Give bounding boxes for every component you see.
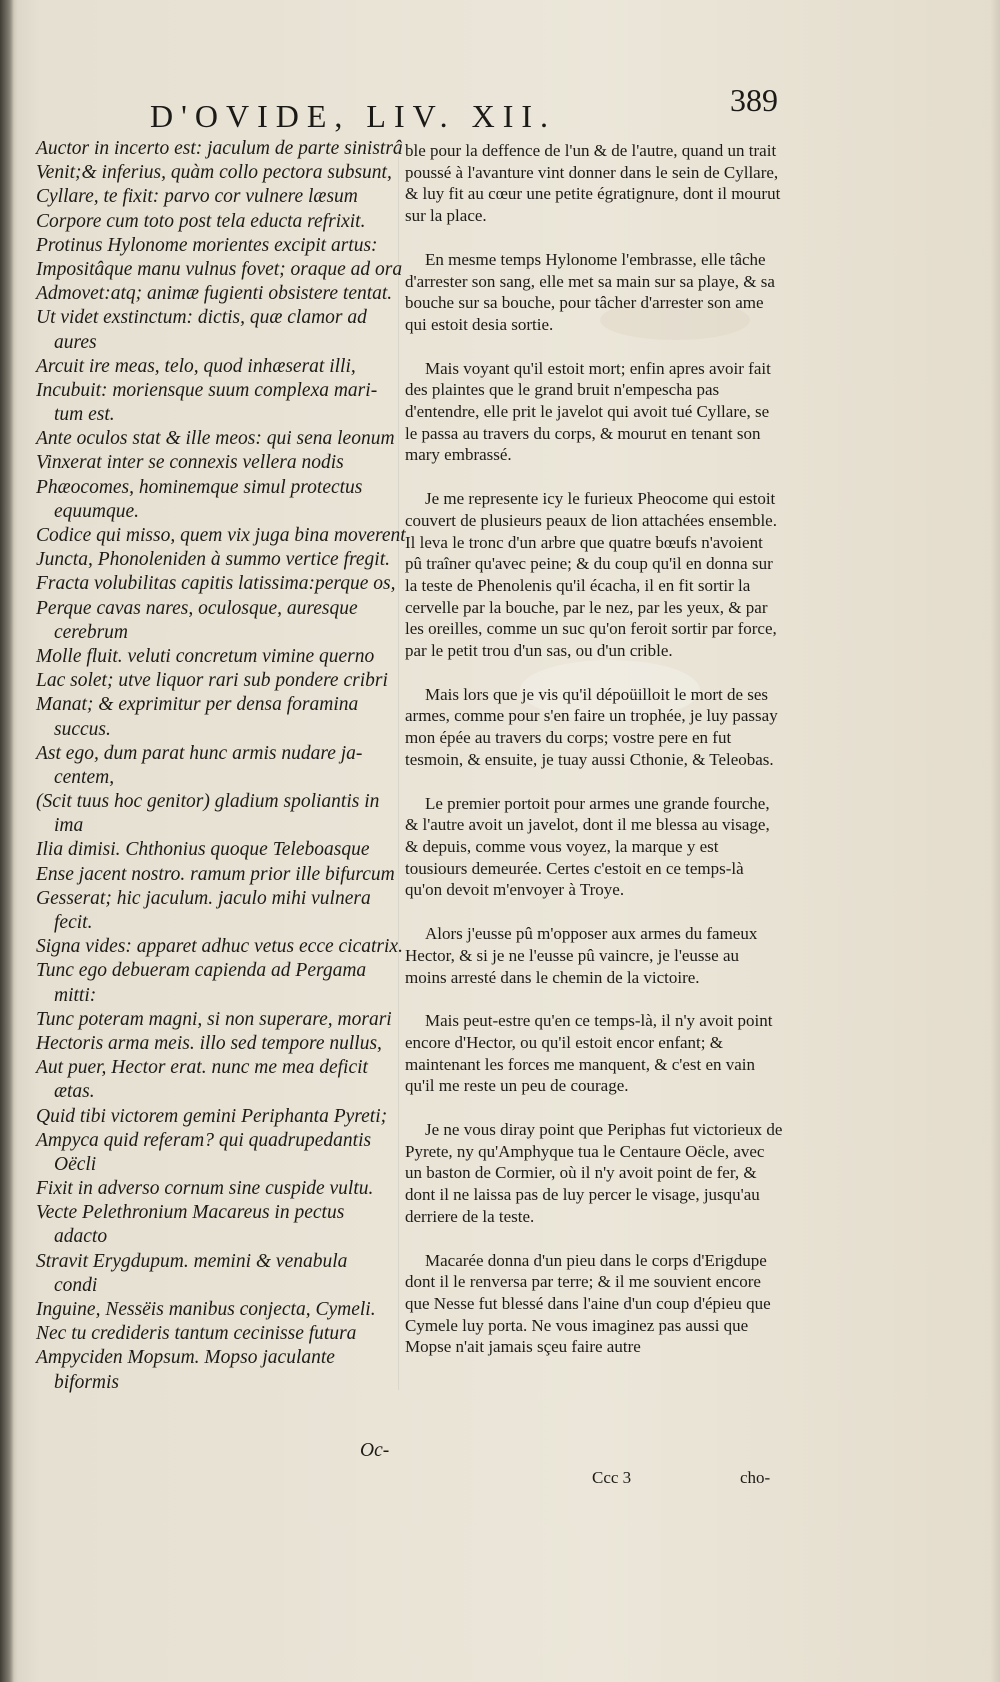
latin-verse-line: Oëcli: [54, 1153, 97, 1175]
french-paragraph: Alors j'eusse pû m'opposer aux armes du fameux Hector, & si je ne l'eusse pû vaincre, je l'eusse au moins arresté dans le chemin de la victoire.: [405, 924, 758, 987]
latin-verse-line: Ilia dimisi. Chthonius quoque Teleboasque: [36, 839, 370, 861]
latin-verse-line: mitti:: [54, 984, 97, 1006]
latin-verse-line: fecit.: [54, 912, 93, 933]
latin-verse-line: Arcuit ire meas, telo, quod inhæserat illi,: [36, 355, 356, 377]
french-paragraph: Mais peut-estre qu'en ce temps-là, il n'y avoit point encore d'Hector, ou qu'il estoit encor enfant; & maintenant les forces me manquent, & c'est en vain qu'il me reste un peu de courage.: [405, 1011, 773, 1096]
latin-verse-line: Venit;& inferius, quàm collo pectora subsunt,: [36, 162, 392, 184]
french-paragraph: Je me represente icy le furieux Pheocome qui estoit couvert de plusieurs peaux de lion attachées ensemble. Il leva le tronc d'un arbre que quatre bœufs n'avoient pû traîner qu'avec peine; & du coup qu'il en donna sur la teste de Phenolenis qu'il écacha, il en fit sortir la cervelle par la bouche, par le nez, par les yeux, & par les oreilles, comme un suc qu'on feroit sortir par force, par le petit trou d'un sas, ou d'un crible.: [405, 489, 777, 661]
latin-verse-line: Impositâque manu vulnus fovet; oraque ad ora: [36, 258, 403, 280]
latin-verse-line: Hectoris arma meis. illo sed tempore nullus,: [36, 1032, 382, 1054]
latin-verse-line: Protinus Hylonome morientes excipit artus:: [36, 234, 378, 256]
latin-verse-line: Lac solet; utve liquor rari sub pondere cribri: [36, 670, 388, 692]
latin-verse-line: succus.: [54, 718, 111, 740]
french-paragraph: Mais voyant qu'il estoit mort; enfin apres avoir fait des plaintes que le grand bruit n'empescha pas d'entendre, elle prit le javelot qui avoit tué Cyllare, se le passa au travers du corps, & mourut en tenant son mary embrassé.: [405, 358, 771, 465]
latin-verse-line: adacto: [54, 1226, 108, 1248]
latin-verse-line: Ast ego, dum parat hunc armis nudare ja-: [36, 742, 363, 764]
latin-verse-line: aures: [54, 331, 97, 353]
latin-verse-line: Perque cavas nares, oculosque, auresque: [36, 597, 358, 619]
latin-verse-line: Vinxerat inter se connexis vellera nodis: [36, 452, 344, 474]
latin-verse-line: Vecte Pelethronium Macareus in pectus: [36, 1202, 345, 1224]
signature-mark: Ccc 3: [592, 1468, 632, 1487]
latin-verse-line: centem,: [54, 766, 115, 788]
latin-verse-line: Cyllare, te fixit: parvo cor vulnere læsum: [36, 186, 358, 208]
latin-verse-line: (Scit tuus hoc genitor) gladium spoliantis in: [36, 791, 380, 813]
french-paragraph: ble pour la deffence de l'un & de l'autre, quand un trait poussé à l'avanture vint donner dans le sein de Cyllare, & luy fit au cœur une petite égratignure, dont il mourut sur la place.: [405, 141, 781, 226]
latin-verse-line: Aut puer, Hector erat. nunc me mea deficit: [36, 1057, 368, 1079]
french-paragraph: En mesme temps Hylonome l'embrasse, elle tâche d'arrester son sang, elle met sa main sur sa playe, & sa bouche sur sa bouche, pour tâcher d'arrester son ame qui estoit desia sortie.: [405, 249, 775, 334]
latin-verse-line: Molle fluit. veluti concretum vimine querno: [36, 645, 375, 667]
latin-catchword: Oc-: [360, 1440, 390, 1461]
latin-verse-line: Ampyciden Mopsum. Mopso jaculante: [36, 1347, 335, 1369]
running-title: D'OVIDE, LIV. XII.: [150, 98, 557, 134]
latin-verse-line: Stravit Erygdupum. memini & venabula: [36, 1250, 348, 1272]
latin-verse-line: Incubuit: moriensque suum complexa mari-: [36, 379, 378, 401]
latin-verse-line: Ut videt exstinctum: dictis, quæ clamor ad: [36, 307, 367, 329]
column-divider: [398, 140, 399, 1390]
latin-verse-line: ima: [54, 815, 84, 837]
latin-verse-line: Gesserat; hic jaculum. jaculo mihi vulnera: [36, 887, 371, 909]
french-paragraph: Macarée donna d'un pieu dans le corps d'Erigdupe dont il le renversa par terre; & il me souvient encore que Nesse fut blessé dans l'aine d'un coup d'épieu que Cymele luy porta. Ne vous imaginez pas aussi que Mopse n'ait jamais sçeu faire autre: [405, 1250, 771, 1357]
binding-gutter-shadow: [0, 0, 14, 1682]
latin-verse-line: cerebrum: [54, 621, 129, 643]
french-paragraph: Je ne vous diray point que Periphas fut victorieux de Pyrete, ny qu'Amphyque tua le Centaure Oëcle, avec un baston de Cormier, où il n'y avoit point de fer, & dont il ne laissa pas de luy percer le visage, jusqu'au derriere de la teste.: [405, 1120, 783, 1226]
latin-verse-line: Auctor in incerto est: jaculum de parte sinistrâ: [36, 138, 403, 159]
latin-verse-line: equumque.: [54, 500, 140, 522]
latin-verse-line: Quid tibi victorem gemini Periphanta Pyreti;: [36, 1105, 388, 1127]
latin-verse-line: Codice qui misso, quem vix juga bina moverent: [36, 525, 406, 546]
latin-verse-line: Ampyca quid referam? qui quadrupedantis: [36, 1129, 372, 1151]
french-prose-column: [405, 140, 783, 1380]
latin-verse-line: Fracta volubilitas capitis latissima:perque os,: [36, 573, 396, 595]
french-paragraph: Mais lors que je vis qu'il dépoüilloit le mort de ses armes, comme pour s'en faire un trophée, je luy passay mon épée au travers du corps; vostre pere en fut tesmoin, & ensuite, je tuay aussi Cthonie, & Teleobas.: [405, 684, 778, 769]
latin-verse-line: Inguine, Nessëis manibus conjecta, Cymeli.: [36, 1299, 376, 1320]
latin-verse-line: Ante oculos stat & ille meos: qui sena leonum: [36, 428, 395, 450]
latin-verse-line: Admovet:atq; animæ fugienti obsistere tentat.: [36, 283, 393, 305]
latin-verse-column: [36, 137, 406, 1395]
latin-verse-line: Manat; & exprimitur per densa foramina: [36, 694, 359, 716]
page-edge: [990, 0, 1000, 1682]
page-number: 389: [730, 82, 778, 118]
latin-verse-line: tum est.: [54, 404, 115, 426]
latin-verse-line: condi: [54, 1274, 98, 1296]
latin-verse-line: Tunc ego debueram capienda ad Pergama: [36, 960, 367, 982]
latin-verse-line: biformis: [54, 1371, 120, 1393]
french-paragraph: Le premier portoit pour armes une grande fourche, & l'autre avoit un javelot, dont il me blessa au visage, & depuis, comme vous voyez, la marque y est tousiours demeurée. Certes c'estoit en ce temps-là qu'on devoit m'envoyer à Troye.: [405, 793, 770, 900]
latin-verse-line: Juncta, Phonoleniden à summo vertice fregit.: [36, 549, 390, 571]
latin-verse-line: Signa vides: apparet adhuc vetus ecce cicatrix.: [36, 936, 403, 958]
latin-verse-line: Corpore cum toto post tela educta refrixit.: [36, 210, 366, 232]
latin-verse-line: Fixit in adverso cornum sine cuspide vultu.: [36, 1178, 374, 1200]
latin-verse-line: ætas.: [54, 1081, 95, 1103]
latin-verse-line: Ense jacent nostro. ramum prior ille bifurcum: [36, 863, 395, 885]
latin-verse-line: Phæocomes, hominemque simul protectus: [36, 476, 363, 498]
catchword: cho-: [740, 1468, 771, 1487]
latin-verse-line: Nec tu credideris tantum cecinisse futura: [36, 1323, 357, 1345]
latin-verse-line: Tunc poteram magni, si non superare, morari: [36, 1008, 392, 1030]
